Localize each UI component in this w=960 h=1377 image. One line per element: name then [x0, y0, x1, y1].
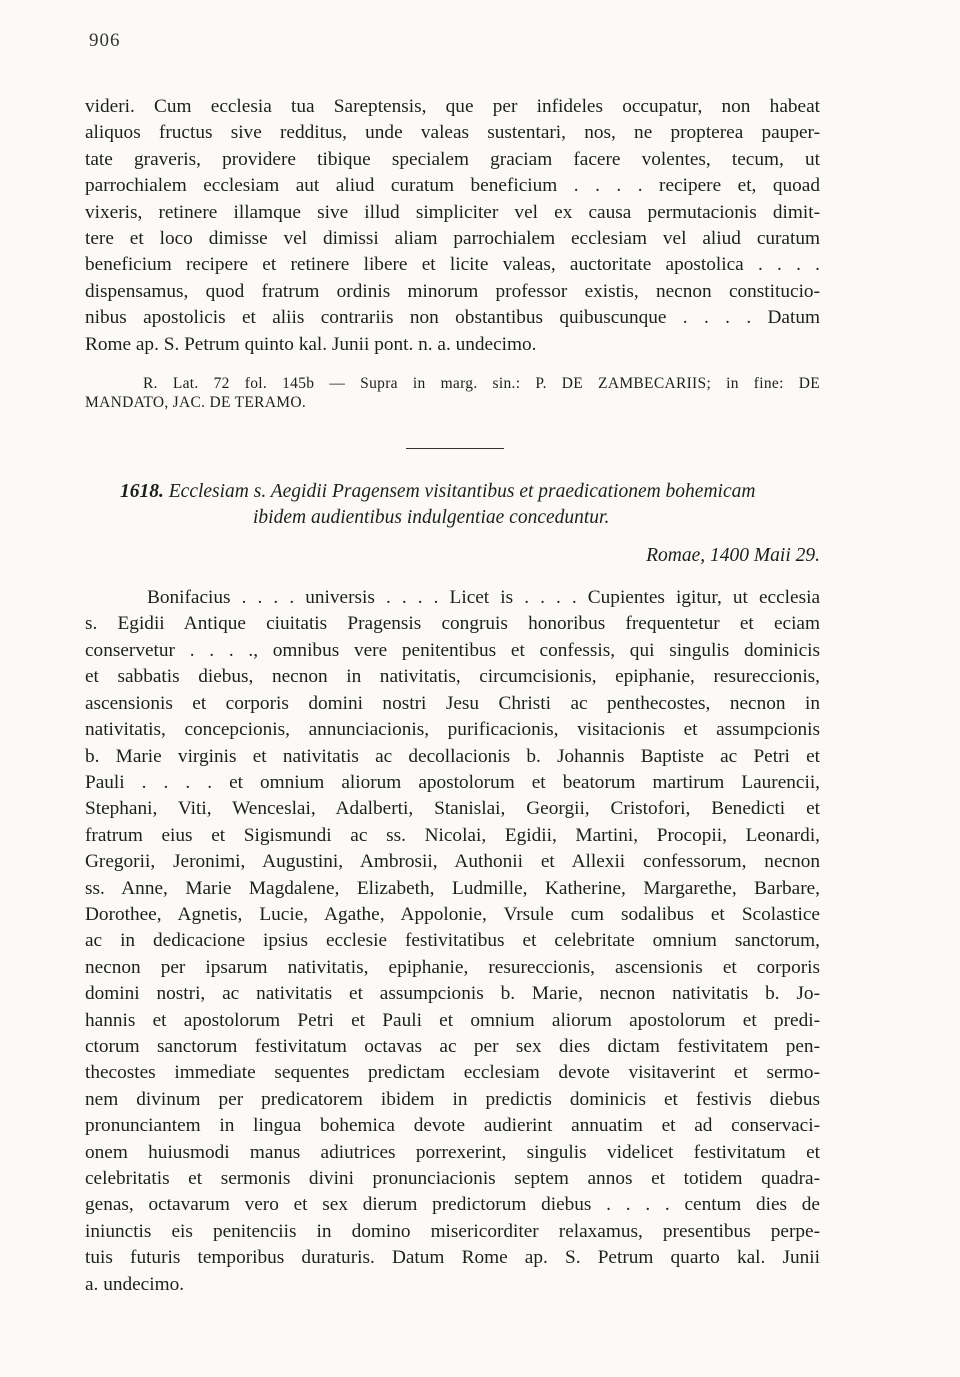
text-line: parrochialem ecclesiam aut aliud curatum beneficium . . . . recipere et, quoad [85, 175, 820, 197]
text-line: pronunciantem in lingua bohemica devote audierint annuatim et ad conservaci- [85, 1115, 820, 1137]
text-line: aliquos fructus sive redditus, unde valeas sustentari, nos, ne propterea pauper- [85, 122, 820, 144]
text-line: videri. Cum ecclesia tua Sareptensis, que per infideles occupatur, non habeat [85, 96, 820, 117]
text-line: et sabbatis diebus, necnon in nativitatis, circumcisionis, epiphanie, resureccionis, [85, 666, 820, 688]
paragraph-continuation [85, 94, 820, 358]
text-line: Pauli . . . . et omnium aliorum apostolorum et beatorum martirum Laurencii, [85, 771, 820, 793]
text-line: nativitatis, concepcionis, annunciacionis, purificacionis, visitacionis et assumpcionis [85, 719, 820, 741]
text-line: domini nostri, ac nativitatis et assumpcionis b. Marie, necnon nativitatis b. Jo- [85, 983, 820, 1005]
text-line: ac in dedicacione ipsius ecclesie festivitatibus et celebritate omnium sanctorum, [85, 930, 820, 952]
text-line: genas, octavarum vero et sex dierum predictorum diebus . . . . centum dies de [85, 1194, 820, 1216]
text-line: Stephani, Viti, Wenceslai, Adalberti, Stanislai, Georgii, Cristofori, Benedicti et [85, 798, 820, 820]
text-line: necnon per ipsarum nativitatis, epiphanie, resureccionis, ascensionis et corporis [85, 956, 820, 978]
entry-body [85, 585, 820, 1298]
text-line: beneficium recipere et retinere libere et licite valeas, auctoritate apostolica . . . . [85, 254, 820, 276]
text-line: iniunctis eis penitenciis in domino misericorditer relaxamus, presentibus perpe- [85, 1220, 820, 1242]
text-line: dispensamus, quod fratrum ordinis minorum professor existis, necnon constitucio- [85, 280, 820, 302]
text-line: Dorothee, Agnetis, Lucie, Agathe, Appolonie, Vrsule cum sodalibus et Scolastice [85, 903, 820, 925]
text-line: tere et loco dimisse vel dimissi aliam parrochialem ecclesiam vel aliud curatum [85, 228, 820, 250]
text-line: celebritatis et sermonis divini pronunciacionis septem annos et totidem quadra- [85, 1168, 820, 1189]
source-line: MANDATO, JAC. DE TERAMO. [85, 394, 307, 412]
page-number: 906 [89, 30, 121, 51]
entry-number: 1618. [120, 481, 164, 503]
text-line: a. undecimo. [85, 1273, 185, 1295]
entry-title-line-1: Ecclesiam s. Aegidii Pragensem visitantibus et praedicationem bohemicam [168, 481, 756, 503]
text-line: ss. Anne, Marie Magdalene, Elizabeth, Ludmille, Katherine, Margarethe, Barbare, [85, 877, 820, 899]
entry-heading [85, 479, 820, 531]
text-line: fratrum eius et Sigismundi ac ss. Nicolai, Egidii, Martini, Procopii, Leonardi, [85, 824, 820, 846]
text-line: nibus apostolicis et aliis contrariis non obstantibus quibuscunque . . . . Datum [85, 307, 820, 329]
text-line: hannis et apostolorum Petri et Pauli et omnium aliorum apostolorum et predi- [85, 1009, 820, 1031]
text-line: vixeris, retinere illamque sive illud simpliciter vel ex causa permutacionis dimit- [85, 201, 820, 223]
source-line: R. Lat. 72 fol. 145b — Supra in marg. sin.: P. DE ZAMBECARIIS; in fine: DE [143, 375, 820, 393]
text-line: ctorum sanctorum festivitatum octavas ac per sex dies dictam festivitatem pen- [85, 1035, 820, 1057]
text-line: Bonifacius . . . . universis . . . . Licet is . . . . Cupientes igitur, ut ecclesia [147, 587, 820, 609]
text-line: b. Marie virginis et nativitatis ac decollacionis b. Johannis Baptiste ac Petri et [85, 745, 820, 767]
text-line: onem huiusmodi manus adiutrices porrexerint, singulis videlicet festivitatum et [85, 1141, 820, 1163]
section-divider [406, 448, 504, 449]
entry-date: Romae, 1400 Maii 29. [646, 545, 820, 567]
text-line: ascensionis et corporis domini nostri Jesu Christi ac penthecostes, necnon in [85, 692, 820, 714]
text-line: Rome ap. S. Petrum quinto kal. Junii pont. n. a. undecimo. [85, 333, 537, 355]
text-line: s. Egidii Antique ciuitatis Pragensis congruis honoribus frequentetur et eciam [85, 613, 820, 635]
text-line: tate graveris, providere tibique specialem graciam facere volentes, tecum, ut [85, 148, 820, 170]
document-page [85, 30, 820, 1298]
text-line: Gregorii, Jeronimi, Augustini, Ambrosii, Authonii et Allexii confessorum, necnon [85, 851, 820, 873]
text-line: conservetur . . . ., omnibus vere penitentibus et confessis, qui singulis dominicis [85, 639, 820, 661]
entry-title-line-2: ibidem audientibus indulgentiae conceduntur. [253, 507, 610, 529]
text-line: thecostes immediate sequentes predictam ecclesiam devote visitaverint et sermo- [85, 1062, 820, 1084]
source-note [85, 374, 820, 412]
text-line: tuis futuris temporibus duraturis. Datum Rome ap. S. Petrum quarto kal. Junii [85, 1247, 820, 1269]
text-line: nem divinum per predicatorem ibidem in predictis dominicis et festivis diebus [85, 1088, 820, 1110]
